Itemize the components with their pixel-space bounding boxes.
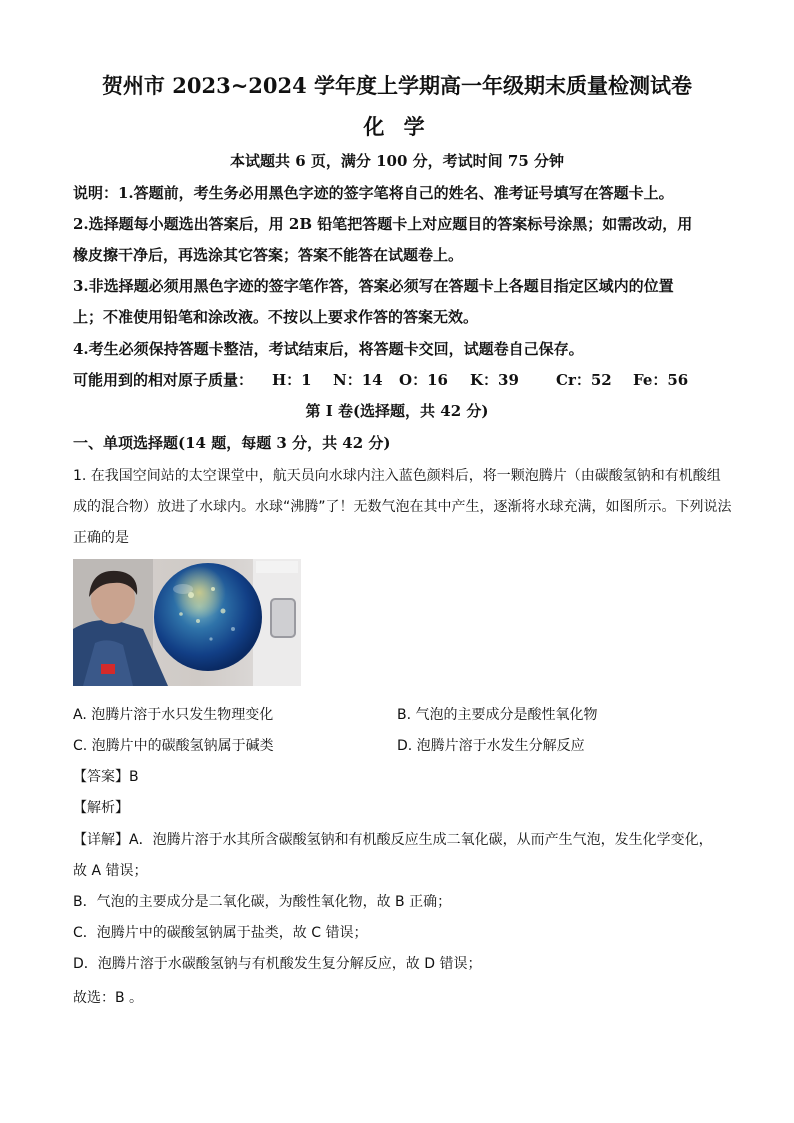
detail-line-2: 故 A 错误； — [73, 863, 148, 879]
instruction-line-6: 4.考生必须保持答题卡整洁，考试结束后，将答题卡交回，试题卷自己保存。 — [73, 340, 584, 358]
instruction-line-2: 2.选择题每小题选出答案后，用 2B 铅笔把答题卡上对应题目的答案标号涂黑；如需改动，用 — [73, 215, 693, 233]
detail-line-3: B．气泡的主要成分是二氧化碳，为酸性氧化物，故 B 正确； — [73, 894, 452, 910]
atomic-mass-o: O：16 — [399, 371, 448, 389]
question-stem-line-1: 1. 在我国空间站的太空课堂中，航天员向水球内注入蓝色颜料后，将一颗泡腾片（由碳酸氢钠和有机酸组 — [73, 468, 721, 484]
atomic-mass-fe: Fe：56 — [633, 371, 689, 389]
instruction-line-5: 上；不准使用铅笔和涂改液。不按以上要求作答的答案无效。 — [73, 308, 479, 326]
part-heading: 一、单项选择题(14 题，每题 3 分，共 42 分) — [73, 434, 391, 452]
detail-line-1: 【详解】A．泡腾片溶于水其所含碳酸氢钠和有机酸反应生成二氧化碳，从而产生气泡，发生化学变化， — [73, 832, 713, 848]
section-title: 第 I 卷(选择题，共 42 分) — [305, 402, 489, 420]
instruction-line-3: 橡皮擦干净后，再选涂其它答案；答案不能答在试题卷上。 — [73, 246, 464, 264]
conclusion: 故选：B 。 — [73, 990, 144, 1006]
analysis-label: 【解析】 — [73, 800, 129, 816]
atomic-mass-k: K：39 — [470, 371, 519, 389]
option-d: D. 泡腾片溶于水发生分解反应 — [397, 738, 585, 754]
atomic-mass-cr: Cr：52 — [556, 371, 612, 389]
option-b: B. 气泡的主要成分是酸性氧化物 — [397, 707, 598, 723]
question-stem-line-3: 正确的是 — [73, 530, 129, 546]
option-a: A. 泡腾片溶于水只发生物理变化 — [73, 707, 274, 723]
option-c: C. 泡腾片中的碳酸氢钠属于碱类 — [73, 738, 274, 754]
instruction-line-1: 说明：1.答题前，考生务必用黑色字迹的签字笔将自己的姓名、准考证号填写在答题卡上。 — [73, 184, 674, 202]
atomic-mass-label: 可能用到的相对原子质量： — [73, 371, 254, 389]
subject-title: 化 学 — [363, 114, 431, 139]
answer: 【答案】B — [73, 769, 139, 785]
detail-line-4: C．泡腾片中的碳酸氢钠属于盐类，故 C 错误； — [73, 925, 368, 941]
instruction-line-4: 3.非选择题必须用黑色字迹的签字笔作答，答案必须写在答题卡上各题目指定区域内的位置 — [73, 277, 674, 295]
detail-line-5: D．泡腾片溶于水碳酸氢钠与有机酸发生复分解反应，故 D 错误； — [73, 956, 482, 972]
atomic-mass-h: H：1 — [272, 371, 312, 389]
exam-title: 贺州市 2023~2024 学年度上学期高一年级期末质量检测试卷 — [101, 73, 693, 98]
exam-info: 本试题共 6 页，满分 100 分，考试时间 75 分钟 — [230, 152, 564, 170]
question-stem-line-2: 成的混合物）放进了水球内。水球“沸腾”了！无数气泡在其中产生，逐渐将水球充满，如图所示。下列说法 — [73, 499, 732, 515]
atomic-mass-n: N：14 — [333, 371, 383, 389]
water-sphere-photo — [73, 559, 301, 686]
